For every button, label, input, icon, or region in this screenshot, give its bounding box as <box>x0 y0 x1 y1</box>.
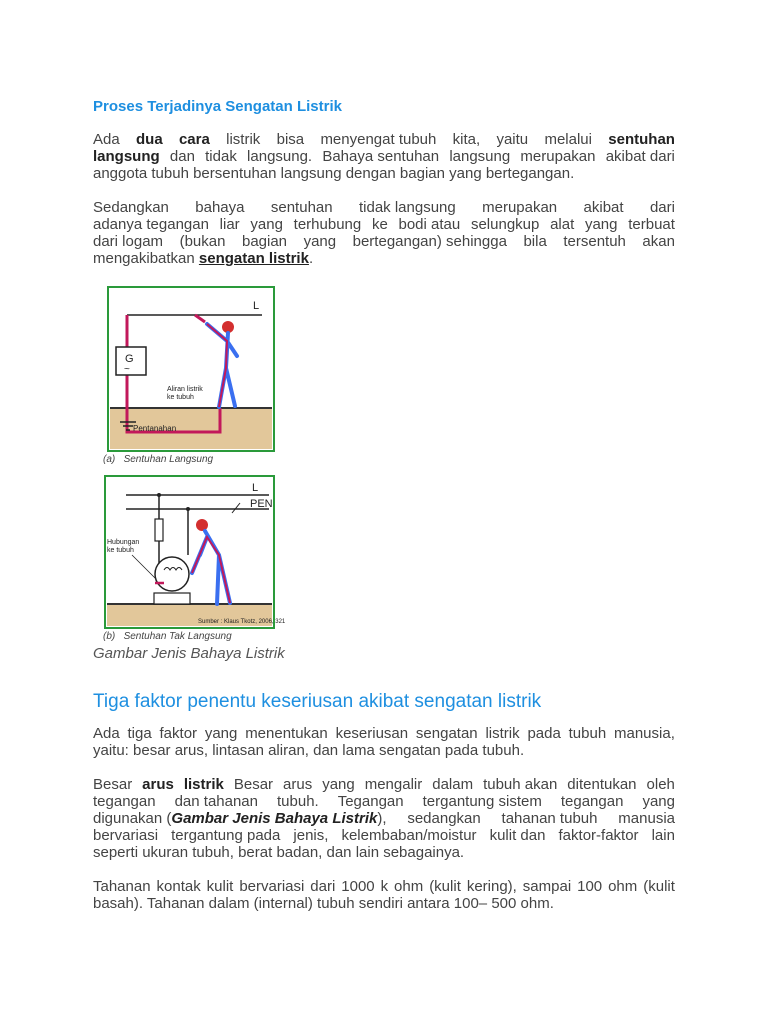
text-line: langsung dan tidak langsung. Bahaya sentuhan langsung merupakan akibat dari <box>93 148 675 165</box>
label-flow-2: ke tubuh <box>167 394 194 401</box>
text-line: mengakibatkan sengatan listrik . <box>93 250 314 267</box>
text-line: dari logam (bukan bagian yang bertegangan) sehingga bila tersentuh akan <box>93 233 675 250</box>
diagram-direct-contact <box>107 286 275 452</box>
caption-b: (b) Sentuhan Tak Langsung <box>103 631 232 642</box>
generator-icon: G <box>125 353 134 365</box>
paragraph-intro <box>93 131 675 182</box>
paragraph-resistance <box>93 878 675 912</box>
motor-icon <box>154 557 190 604</box>
text-line: basah). Tahanan dalam (internal) tubuh sendiri antara 100– 500 ohm. <box>93 895 554 912</box>
text-line: Besar arus listrik Besar arus yang mengalir dalam tubuh akan ditentukan oleh <box>93 776 675 793</box>
text-line: yaitu: besar arus, lintasan aliran, dan lama sengatan pada tubuh. <box>93 742 525 759</box>
paragraph-factors <box>93 725 675 759</box>
text-line: seperti ukuran tubuh, berat badan, dan lain sebagainya. <box>93 844 465 861</box>
text-line: Sedangkan bahaya sentuhan tidak langsung merupakan akibat dari <box>93 199 675 216</box>
label-L: L <box>252 482 259 494</box>
section-heading: Proses Terjadinya Sengatan Listrik <box>93 98 342 115</box>
diagram-indirect-contact <box>104 475 286 629</box>
caption-a: (a) Sentuhan Langsung <box>103 454 214 465</box>
label-PEN: PEN <box>250 498 273 510</box>
label-flow-1: Aliran listrik <box>167 386 203 393</box>
label-ground: Pentanahan <box>133 424 177 433</box>
svg-text:~: ~ <box>124 364 130 375</box>
paragraph-current <box>93 776 675 861</box>
text-line: Ada dua cara listrik bisa menyengat tubuh kita, yaitu melalui sentuhan <box>93 131 675 148</box>
label-conn-2: ke tubuh <box>107 547 134 554</box>
paragraph-indirect <box>93 199 675 267</box>
sengatan-listrik-link[interactable]: sengatan listrik <box>198 250 309 267</box>
text-line: Tahanan kontak kulit bervariasi dari 1000 k ohm (kulit kering), sampai 100 ohm (kulit <box>93 878 675 895</box>
figure-caption: Gambar Jenis Bahaya Listrik <box>93 645 285 662</box>
text-line: bervariasi tergantung pada jenis, kelembaban/moistur kulit dan faktor-faktor lain <box>93 827 675 844</box>
section-heading-2: Tiga faktor penentu keseriusan akibat sengatan listrik <box>93 691 542 712</box>
text-line: anggota tubuh bersentuhan langsung dengan bagian yang bertegangan. <box>93 165 575 182</box>
label-conn-1: Hubungan <box>107 539 140 546</box>
fuse <box>155 519 163 541</box>
text-line: Ada tiga faktor yang menentukan keseriusan sengatan listrik pada tubuh manusia, <box>93 725 675 742</box>
text-line: tegangan dan tahanan tubuh. Tegangan tergantung sistem tegangan yang <box>93 793 675 810</box>
text-line: digunakan (Gambar Jenis Bahaya Listrik), sedangkan tahanan tubuh manusia <box>93 810 675 827</box>
text-line: adanya tegangan liar yang terhubung ke bodi atau selungkup alat yang terbuat <box>93 216 675 233</box>
label-source: Sumber : Klaus Tkotz, 2006, 321 <box>198 619 286 625</box>
label-L: L <box>253 300 260 312</box>
